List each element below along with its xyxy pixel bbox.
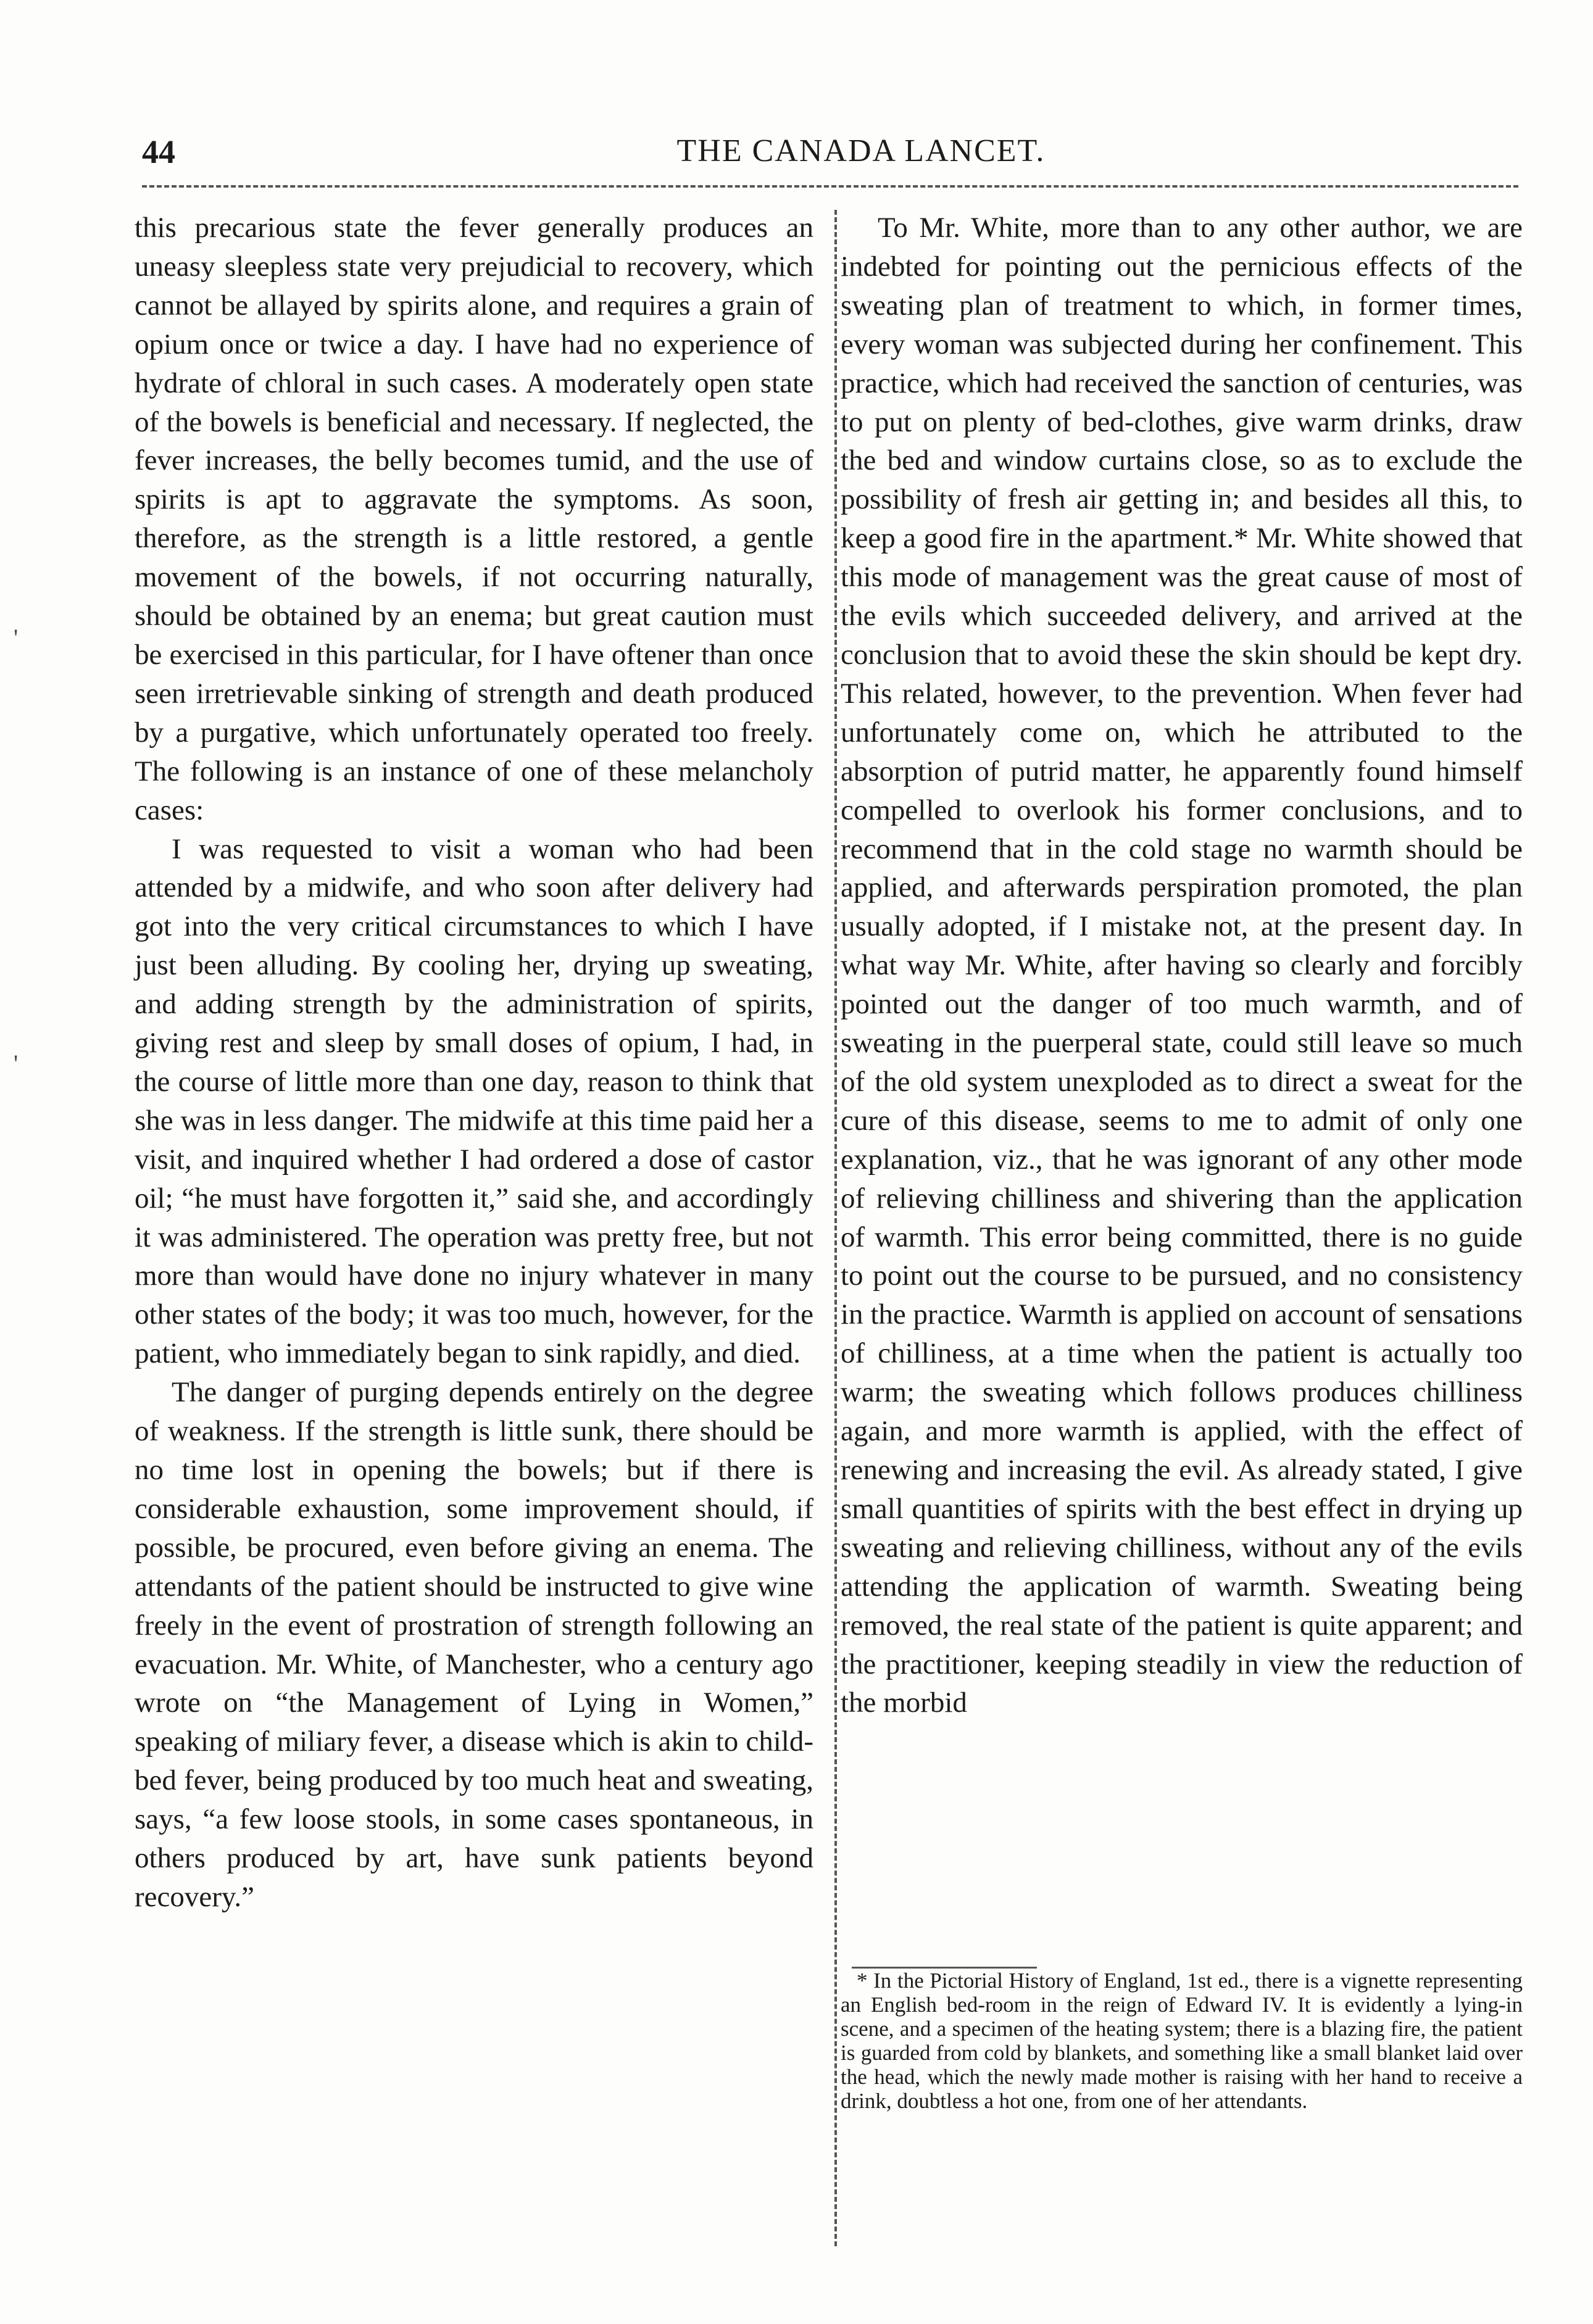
paragraph: The danger of purging depends entirely on the degree of weakness. If the strength is little sunk, there should be no time lost in opening the bowels; but if there is considerable exhaustion, some improvement should, if possible, be procured, even before giving an enema. The attendants of the patient should be instructed to give wine freely in the event of prostration of strength following an evacuation. Mr. White, of Manchester, who a century ago wrote on “the Management of Lying in Women,” speaking of miliary fever, a disease which is akin to child-bed fever, being produced by too much heat and sweating, says, “a few loose stools, in some cases spontaneous, in others produced by art, have sunk patients beyond recovery.” [135, 1376, 813, 1913]
paragraph: To Mr. White, more than to any other author, we are indebted for pointing out the pernicious effects of the sweating plan of treatment to which, in former times, every woman was subjected during her confinement. This practice, which had received the sanction of centuries, was to put on plenty of bed-clothes, give warm drinks, draw the bed and window curtains close, so as to exclude the possibility of fresh air getting in; and besides all this, to keep a good fire in the apartment.* Mr. White showed that this mode of management was the great cause of most of the evils which succeeded delivery, and arrived at the conclusion that to avoid these the skin should be kept dry. This related, however, to the prevention. When fever had unfortunately come on, which he attributed to the absorption of putrid matter, he apparently found himself compelled to overlook his former conclusions, and to recommend that in the cold stage no warmth should be applied, and afterwards perspiration promoted, the plan usually adopted, if I mistake not, at the present day. In what way Mr. White, after having so clearly and forcibly pointed out the danger of too much warmth, and of sweating in the puerperal state, could still leave so much of the old system unexploded as to direct a sweat for the cure of this disease, seems to me to admit of only one explanation, viz., that he was ignorant of any other mode of relieving chilliness and shivering than the application of warmth. This error being committed, there is no guide to point out the course to be pursued, and no consistency in the practice. Warmth is applied on account of sensations of chilliness, at a time when the patient is actually too warm; the sweating which follows produces chilliness again, and more warmth is applied, with the effect of renewing and increasing the evil. As already stated, I give small quantities of spirits with the best effect in drying up sweating and relieving chilliness, without any of the evils attending the application of warmth. Sweating being removed, the real state of the patient is quite apparent; and the practitioner, keeping steadily in view the reduction of the morbid [841, 212, 1523, 1719]
footnote: * In the Pictorial History of England, 1st ed., there is a vignette representing an English bed-room in the reign of Edward IV. It is evidently a lying-in scene, and a specimen of the heating system; there is a blazing fire, the patient is guarded from cold by blankets, and something like a small blanket laid over the head, which the newly made mother is raising with her hand to receive a drink, doubtless a hot one, from one of her attendants. [841, 1969, 1523, 2113]
right-column [841, 209, 1523, 1722]
margin-mark: ' [14, 624, 19, 652]
margin-mark: ' [14, 1050, 19, 1077]
column-divider [834, 210, 837, 2246]
left-column [135, 209, 813, 1917]
header-rule [142, 185, 1518, 188]
paragraph: this precarious state the fever generally produces an uneasy sleepless state very prejudicial to recovery, which cannot be allayed by spirits alone, and requires a grain of opium once or twice a day. I have had no experience of hydrate of chloral in such cases. A moderately open state of the bowels is beneficial and necessary. If neglected, the fever increases, the belly becomes tumid, and the use of spirits is apt to aggravate the symptoms. As soon, therefore, as the strength is a little restored, a gentle movement of the bowels, if not occurring naturally, should be obtained by an enema; but great caution must be exercised in this particular, for I have oftener than once seen irretrievable sinking of strength and death produced by a purgative, which unfortunately operated too freely. The following is an instance of one of these melancholy cases: [135, 212, 813, 826]
running-title: THE CANADA LANCET. [676, 133, 1046, 168]
page-number: 44 [142, 133, 175, 170]
paragraph: I was requested to visit a woman who had been attended by a midwife, and who soon after delivery had got into the very critical circumstances to which I have just been alluding. By cooling her, drying up sweating, and adding strength by the administration of spirits, giving rest and sleep by small doses of opium, I had, in the course of little more than one day, reason to think that she was in less danger. The midwife at this time paid her a visit, and inquired whether I had ordered a dose of castor oil; “he must have forgotten it,” said she, and accordingly it was administered. The operation was pretty free, but not more than would have done no injury whatever in many other states of the body; it was too much, however, for the patient, who immediately began to sink rapidly, and died. [135, 832, 813, 1370]
